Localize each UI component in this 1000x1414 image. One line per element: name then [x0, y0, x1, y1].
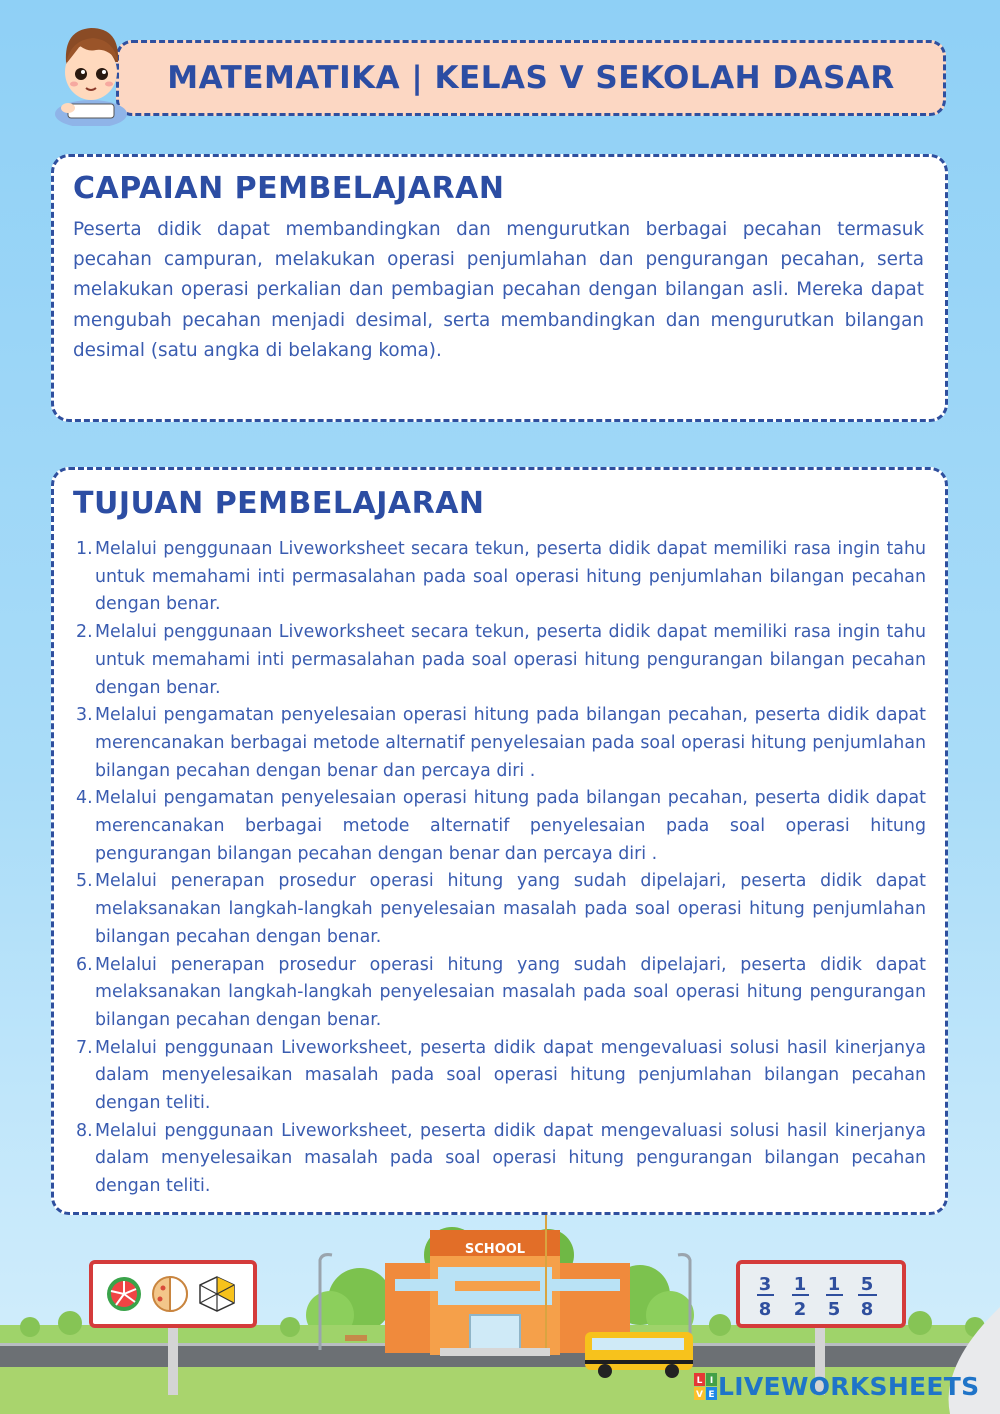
page-title: MATEMATIKA | KELAS V SEKOLAH DASAR	[167, 60, 895, 96]
fraction-numerator: 5	[860, 1274, 874, 1295]
tujuan-card	[51, 467, 948, 1215]
capaian-body: Peserta didik dapat membandingkan dan mengurutkan berbagai pecahan termasuk pecahan campuran, melakukan operasi penjumlahan dan pengurangan pecahan, serta melakukan operasi perkalian dan pembagian pecahan dengan bilangan asli. Mereka dapat mengubah pecahan menjadi desimal, serta membandingkan dan mengurutkan bilangan desimal (satu angka di belakang koma).	[73, 219, 924, 361]
list-number: 7.	[76, 1037, 93, 1058]
list-item	[73, 952, 926, 1035]
fraction-denominator: 2	[793, 1299, 807, 1320]
list-text: Melalui penggunaan Liveworksheet secara tekun, peserta didik dapat memiliki rasa ingin tahu untuk memahami inti permasalahan pada soal operasi hitung penjumlahan bilangan pecahan dengan benar.	[95, 539, 926, 615]
pizza-fraction-icon	[153, 1277, 187, 1311]
list-text: Melalui penerapan prosedur operasi hitung yang sudah dipelajari, peserta didik dapat melaksanakan langkah-langkah penyelesaian masalah pada soal operasi hitung penjumlahan bilangan pecahan dengan benar.	[95, 871, 926, 947]
list-text: Melalui pengamatan penyelesaian operasi hitung pada bilangan pecahan, peserta didik dapat merencanakan berbagai metode alternatif penyelesaian pada soal operasi hitung pengurangan bilangan pecahan dengan benar dan percaya diri .	[95, 788, 926, 864]
list-text: Melalui penggunaan Liveworksheet, peserta didik dapat mengevaluasi solusi hasil kinerjanya dalam menyelesaikan masalah pada soal operasi hitung pengurangan bilangan pecahan dengan teliti.	[95, 1120, 926, 1197]
school-sign: SCHOOL	[464, 1242, 526, 1257]
tujuan-title: TUJUAN PEMBELAJARAN	[73, 486, 485, 521]
fraction-numerator: 3	[758, 1274, 772, 1295]
student-writing-icon	[48, 22, 134, 126]
tujuan-list	[73, 536, 926, 1201]
svg-text:L: L	[696, 1375, 703, 1386]
fraction-numerator: 1	[827, 1274, 841, 1295]
fraction-numerator: 1	[793, 1274, 807, 1295]
svg-text:V: V	[696, 1389, 703, 1400]
brand-name: LIVEWORKSHEETS	[718, 1372, 980, 1401]
hexagon-fraction-icon	[200, 1277, 234, 1311]
list-text: Melalui pengamatan penyelesaian operasi hitung pada bilangan pecahan, peserta didik dapat merencanakan berbagai metode alternatif penyelesaian pada soal operasi hitung penjumlahan bilangan pecahan dengan benar dan percaya diri .	[95, 705, 926, 781]
list-item	[73, 1035, 926, 1118]
capaian-title: CAPAIAN PEMBELAJARAN	[73, 171, 505, 206]
list-number: 1.	[76, 539, 93, 559]
liveworksheets-logo-icon	[694, 1373, 718, 1401]
list-text: Melalui penggunaan Liveworksheet secara tekun, peserta didik dapat memiliki rasa ingin tahu untuk memahami inti permasalahan pada soal operasi hitung pengurangan bilangan pecahan dengan benar.	[95, 622, 926, 698]
fraction-denominator: 8	[860, 1299, 874, 1320]
svg-text:E: E	[708, 1389, 715, 1400]
list-item	[73, 619, 926, 702]
svg-text:I: I	[709, 1375, 714, 1386]
header-banner	[116, 40, 946, 116]
watermelon-fraction-icon	[107, 1277, 141, 1311]
list-item	[73, 536, 926, 619]
fraction-denominator: 8	[758, 1299, 772, 1320]
list-number: 5.	[76, 871, 93, 892]
list-number: 6.	[76, 954, 93, 975]
fraction-denominator: 5	[827, 1299, 841, 1320]
list-item	[73, 702, 926, 785]
list-number: 3.	[76, 705, 93, 726]
list-text: Melalui penggunaan Liveworksheet, peserta didik dapat mengevaluasi solusi hasil kinerjanya dalam menyelesaikan masalah pada soal operasi hitung penjumlahan bilangan pecahan dengan teliti.	[95, 1037, 926, 1114]
capaian-card	[51, 154, 948, 422]
list-item	[73, 868, 926, 951]
list-text: Melalui penerapan prosedur operasi hitung yang sudah dipelajari, peserta didik dapat melaksanakan langkah-langkah penyelesaian masalah pada soal operasi hitung pengurangan bilangan pecahan dengan benar.	[95, 954, 926, 1030]
list-item	[73, 785, 926, 868]
list-item	[73, 1118, 926, 1201]
list-number: 2.	[76, 622, 93, 643]
list-number: 8.	[76, 1120, 93, 1141]
list-number: 4.	[76, 788, 93, 809]
liveworksheets-logo[interactable]	[694, 1372, 979, 1401]
